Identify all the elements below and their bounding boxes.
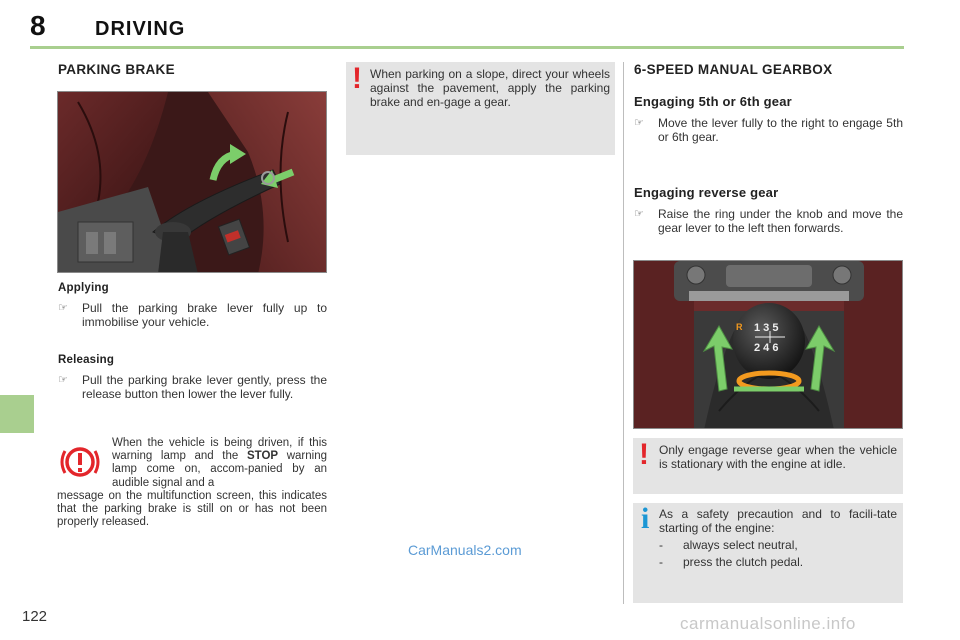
info-intro: As a safety precaution and to facili-tate starting of the engine: bbox=[659, 507, 897, 535]
chapter-side-tab bbox=[0, 395, 34, 433]
bullet-hand-icon: ☞ bbox=[634, 117, 644, 129]
header-rule bbox=[30, 46, 904, 49]
column-divider bbox=[623, 62, 624, 604]
reverse-instruction bbox=[634, 207, 903, 235]
stop-warning-text-1: When the vehicle is being driven, if this warning lamp and the bbox=[112, 437, 327, 463]
chapter-title: DRIVING bbox=[95, 18, 186, 40]
slope-warning-text: When parking on a slope, direct your wheels against the pavement, apply the parking brake and en-gage a gear. bbox=[370, 67, 610, 109]
info-icon: i bbox=[641, 502, 650, 535]
knob-reverse-label: R bbox=[736, 322, 743, 332]
bullet-hand-icon: ☞ bbox=[58, 302, 68, 314]
bullet-hand-icon: ☞ bbox=[58, 374, 68, 386]
parking-brake-illustration bbox=[58, 92, 327, 273]
center-watermark[interactable]: CarManuals2.com bbox=[408, 542, 522, 558]
footer-watermark: carmanualsonline.info bbox=[680, 614, 856, 633]
stop-word: STOP bbox=[246, 450, 279, 463]
applying-text: Pull the parking brake lever fully up to immobilise your vehicle. bbox=[82, 301, 327, 329]
bullet-hand-icon: ☞ bbox=[634, 208, 644, 220]
info-item-text: always select neutral, bbox=[683, 538, 798, 552]
reverse-heading: Engaging reverse gear bbox=[634, 185, 779, 200]
parking-brake-photo bbox=[57, 91, 327, 273]
applying-heading: Applying bbox=[58, 282, 109, 294]
warning-exclamation-icon: ! bbox=[352, 62, 362, 95]
stop-warning-text-3: message on the multifunction screen, this indicates that the parking brake is still on or has not been properly released. bbox=[57, 489, 327, 529]
fifth-sixth-heading: Engaging 5th or 6th gear bbox=[634, 94, 792, 109]
applying-instruction bbox=[58, 301, 327, 329]
warning-exclamation-icon: ! bbox=[639, 438, 649, 471]
dash-marker: - bbox=[659, 538, 663, 552]
reverse-text: Raise the ring under the knob and move the gear lever to the left then forwards. bbox=[658, 207, 903, 235]
parking-brake-title: PARKING BRAKE bbox=[58, 62, 175, 77]
info-text bbox=[659, 507, 897, 569]
releasing-text: Pull the parking brake lever gently, press the release button then lower the lever fully. bbox=[82, 373, 327, 401]
releasing-heading: Releasing bbox=[58, 354, 115, 366]
dash-marker: - bbox=[659, 555, 663, 569]
gear-lever-photo bbox=[633, 260, 903, 429]
info-item bbox=[659, 538, 897, 552]
fifth-sixth-text: Move the lever fully to the right to engage 5th or 6th gear. bbox=[658, 116, 903, 144]
gearbox-title: 6-SPEED MANUAL GEARBOX bbox=[634, 62, 833, 77]
stop-warning-paragraph bbox=[57, 437, 327, 529]
reverse-warning-text: Only engage reverse gear when the vehicle is stationary with the engine at idle. bbox=[659, 443, 897, 471]
stop-warning-text-2: warning lamp come on, accom-panied by an audible signal and a bbox=[112, 450, 328, 489]
page-number: 122 bbox=[22, 608, 48, 625]
chapter-number: 8 bbox=[30, 10, 46, 41]
gear-lever-illustration bbox=[634, 261, 903, 429]
knob-top-numbers: 1 3 5 bbox=[754, 322, 779, 334]
info-item bbox=[659, 555, 897, 569]
knob-bottom-numbers: 2 4 6 bbox=[754, 342, 779, 354]
releasing-instruction bbox=[58, 373, 327, 401]
fifth-sixth-instruction bbox=[634, 116, 903, 144]
info-item-text: press the clutch pedal. bbox=[683, 555, 804, 569]
